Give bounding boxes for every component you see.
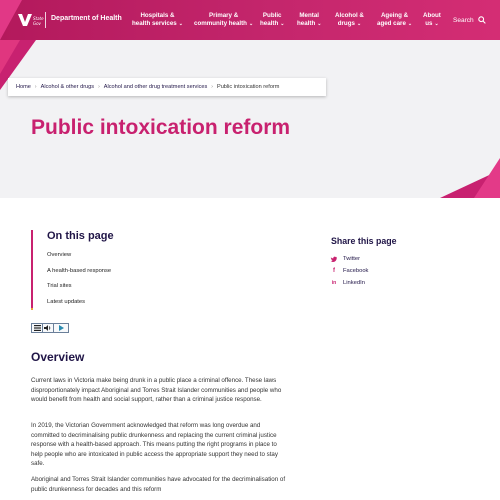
chevron-right-icon: ›: [211, 84, 213, 90]
svg-text:Gov: Gov: [33, 21, 41, 26]
chevron-down-icon: ⌄: [434, 20, 439, 27]
share-facebook[interactable]: f Facebook: [333, 268, 369, 274]
nav-mental-health[interactable]: Mental health ⌄: [297, 12, 322, 27]
brand-name[interactable]: Department of Health: [51, 15, 122, 22]
search-button[interactable]: Search: [453, 16, 486, 24]
share-twitter[interactable]: Twitter: [331, 253, 481, 265]
on-this-page-title: On this page: [47, 230, 114, 242]
site-header: [0, 0, 500, 40]
audio-player: [31, 323, 69, 333]
vic-gov-logo[interactable]: [18, 13, 42, 27]
chevron-down-icon: ⌄: [280, 20, 285, 27]
menu-button[interactable]: [32, 324, 43, 332]
share-panel: [331, 236, 481, 289]
otp-link-health-based-response[interactable]: A health-based response: [47, 267, 112, 274]
menu-icon: [34, 325, 41, 331]
chevron-down-icon: ⌄: [407, 20, 413, 27]
breadcrumb-alcohol-other-drugs[interactable]: Alcohol & other drugs: [40, 84, 95, 90]
otp-link-overview[interactable]: Overview: [47, 252, 72, 258]
chevron-down-icon: ⌄: [317, 20, 322, 27]
play-icon: [58, 325, 64, 331]
chevron-right-icon: ›: [98, 84, 100, 90]
chevron-down-icon: ⌄: [356, 20, 362, 27]
page-title: Public intoxication reform: [31, 116, 291, 139]
chevron-right-icon: ›: [34, 84, 37, 90]
nav-about-us[interactable]: About us ⌄: [423, 12, 441, 27]
play-button[interactable]: [54, 324, 68, 332]
chevron-down-icon: ⌄: [248, 20, 254, 27]
twitter-icon: [331, 256, 337, 262]
nav-alcohol-drugs[interactable]: Alcohol & drugs ⌄: [335, 12, 364, 27]
chevron-down-icon: ⌄: [178, 20, 183, 27]
share-linkedin[interactable]: in LinkedIn: [331, 280, 365, 286]
facebook-icon: f: [333, 268, 335, 274]
nav-primary-community[interactable]: Primary & community health ⌄: [194, 12, 254, 27]
breadcrumb-treatment-services[interactable]: Alcohol and other drug treatment services: [103, 84, 208, 90]
breadcrumb-home[interactable]: Home: [16, 84, 31, 90]
volume-button[interactable]: [43, 324, 54, 332]
nav-hospitals[interactable]: Hospitals & health services ⌄: [132, 12, 183, 27]
search-icon: [478, 16, 486, 24]
nav-ageing-aged-care[interactable]: Ageing & aged care ⌄: [377, 12, 413, 27]
nav-public-health[interactable]: Public health ⌄: [260, 12, 285, 27]
otp-link-latest-updates[interactable]: Latest updates: [47, 298, 86, 305]
paragraph-1: Current laws in Victoria make being drunk in a public place a criminal offence. These laws disproportionately impact Aboriginal and Torres Strait Islander communities and people who would benefit from health and social support, rather than a criminal justice response.: [31, 377, 282, 404]
linkedin-icon: in: [331, 280, 337, 286]
on-this-page-nav: [31, 230, 291, 310]
share-title: Share this page: [331, 236, 397, 246]
otp-link-trial-sites[interactable]: Trial sites: [47, 283, 72, 289]
svg-text:State: State: [33, 16, 44, 21]
paragraph-3: Aboriginal and Torres Strait Islander communities have advocated for the decriminalisation of public drunkenness for decades and this reform: [31, 476, 286, 493]
breadcrumb: [8, 78, 326, 96]
overview-heading: Overview: [31, 350, 85, 364]
paragraph-2: In 2019, the Victorian Government acknowledged that reform was long overdue and committed to decriminalising public drunkenness and replacing the current criminal justice response with a health-based approach. This means putting the right programs in place to help people who are intoxicated in public access the appropriate support they need to stay safe.: [31, 422, 278, 468]
hero-banner: [0, 40, 500, 198]
speaker-icon: [44, 325, 52, 331]
breadcrumb-current: Public intoxication reform: [216, 84, 280, 90]
